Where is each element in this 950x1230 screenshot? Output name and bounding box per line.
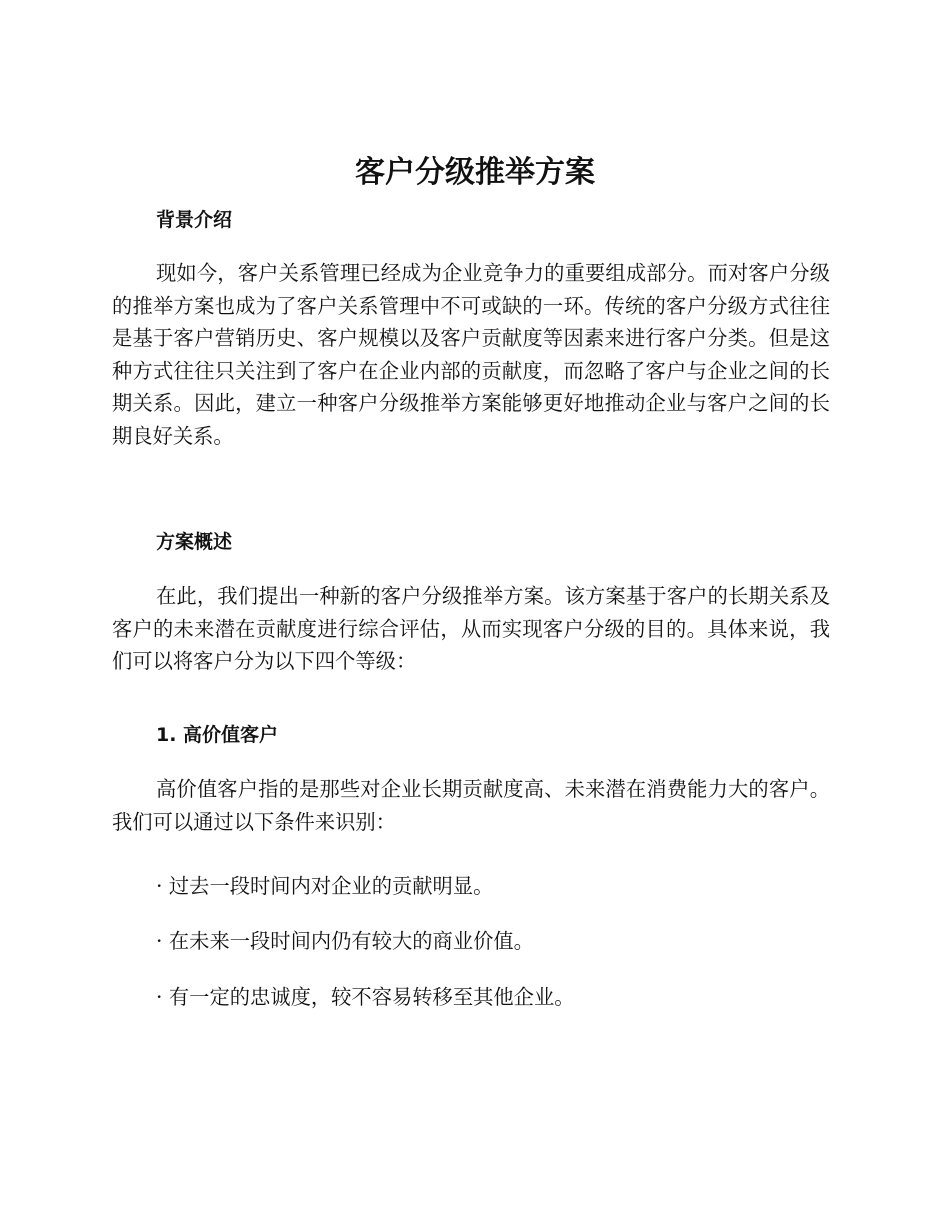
document-title: 客户分级推举方案 (355, 155, 595, 190)
section-heading-background: 背景介绍 (156, 209, 233, 231)
section-paragraph-background: 现如今，客户关系管理已经成为企业竞争力的重要组成部分。而对客户分级的推举方案也成为了客户关系管理中不可或缺的一环。传统的客户分级方式往往是基于客户营销历史、客户规模以及客户贡献度等因素来进行客户分类。但是这种方式往往只关注到了客户在企业内部的贡献度，而忽略了客户与企业之间的长期关系。因此，建立一种客户分级推举方案能够更好地推动企业与客户之间的长期良好关系。 (112, 261, 830, 448)
bullet-item: · 有一定的忠诚度，较不容易转移至其他企业。 (156, 985, 575, 1009)
bullet-item: · 在未来一段时间内仍有较大的商业价值。 (156, 929, 534, 953)
section-paragraph-overview: 在此，我们提出一种新的客户分级推举方案。该方案基于客户的长期关系及客户的未来潜在贡献度进行综合评估，从而实现客户分级的目的。具体来说，我们可以将客户分为以下四个等级： (112, 584, 830, 673)
bullet-item: · 过去一段时间内对企业的贡献明显。 (156, 874, 494, 898)
section-heading-high-value: 1. 高价值客户 (156, 724, 279, 746)
section-paragraph-high-value: 高价值客户指的是那些对企业长期贡献度高、未来潜在消费能力大的客户。我们可以通过以下条件来识别： (112, 777, 830, 834)
section-heading-overview: 方案概述 (156, 531, 233, 553)
